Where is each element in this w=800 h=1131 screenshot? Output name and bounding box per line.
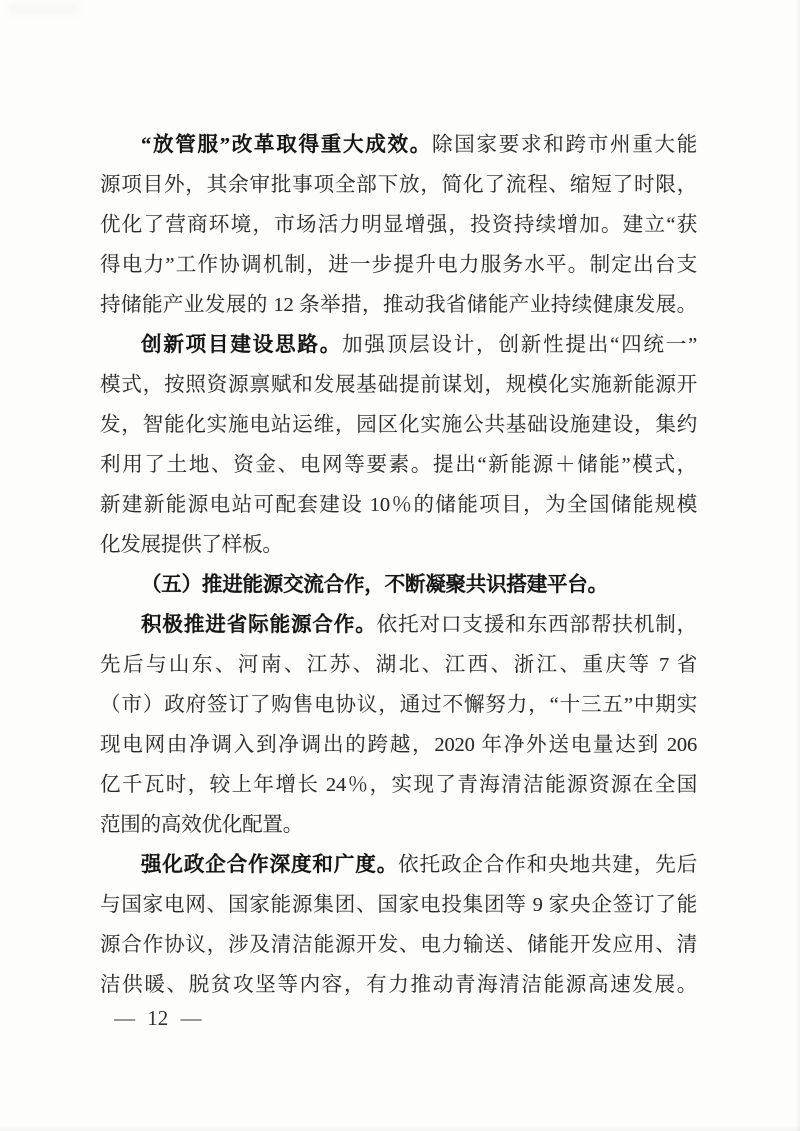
- line-text: （市）政府签订了购售电协议，通过不懈努力，“十三五”中期实: [100, 694, 697, 716]
- line-text: 除国家要求和跨市州重大能: [431, 134, 697, 156]
- paragraph: [100, 125, 697, 325]
- line-text: 化发展提供了样板。: [100, 534, 283, 556]
- line-text: 先后与山东、河南、江苏、湖北、江西、浙江、重庆等 7 省: [100, 654, 697, 676]
- bold-lead-text: 创新项目建设思路。: [141, 334, 343, 356]
- text-line: [100, 325, 697, 365]
- scan-artifact-top-left: [8, 2, 78, 16]
- bold-lead-text: “放管服”改革取得重大成效。: [141, 134, 432, 156]
- text-line: [100, 765, 697, 805]
- paragraph: [100, 325, 697, 565]
- document-body: [100, 125, 697, 1005]
- line-text: 优化了营商环境，市场活力明显增强，投资持续增加。建立“获: [100, 214, 697, 236]
- line-text: 利用了土地、资金、电网等要素。提出“新能源＋储能”模式，: [100, 454, 697, 476]
- text-line: [100, 485, 697, 525]
- text-line: [100, 285, 697, 325]
- text-line: [100, 805, 697, 845]
- bold-lead-text: 强化政企合作深度和广度。: [141, 854, 399, 876]
- text-line: [100, 525, 697, 565]
- line-text: 依托政企合作和央地共建，先后: [398, 854, 697, 876]
- text-line: [100, 445, 697, 485]
- line-text: 依托对口支援和东西部帮扶机制，: [376, 614, 697, 636]
- text-line: [100, 965, 697, 1005]
- text-line: [100, 605, 697, 645]
- paragraph: [100, 605, 697, 845]
- line-text: 新建新能源电站可配套建设 10％的储能项目，为全国储能规模: [100, 494, 697, 516]
- line-text: 洁供暖、脱贫攻坚等内容，有力推动青海清洁能源高速发展。: [100, 974, 697, 996]
- text-line: [100, 365, 697, 405]
- line-text: 模式，按照资源禀赋和发展基础提前谋划，规模化实施新能源开: [100, 374, 697, 396]
- text-line: [100, 885, 697, 925]
- scan-artifact-right-edge: [795, 0, 800, 1131]
- text-line: [100, 245, 697, 285]
- text-line: [100, 645, 697, 685]
- section-heading: [100, 565, 697, 605]
- line-text: 源项目外，其余审批事项全部下放，简化了流程、缩短了时限，: [100, 174, 697, 196]
- line-text: 现电网由净调入到净调出的跨越，2020 年净外送电量达到 206: [100, 734, 697, 756]
- text-line: [100, 925, 697, 965]
- bold-lead-text: （五）推进能源交流合作，不断凝聚共识搭建平台。: [141, 574, 608, 596]
- line-text: 得电力”工作协调机制，进一步提升电力服务水平。制定出台支: [100, 254, 697, 276]
- text-line: [100, 405, 697, 445]
- line-text: 发，智能化实施电站运维，园区化实施公共基础设施建设，集约: [100, 414, 697, 436]
- text-line: [100, 165, 697, 205]
- text-line: [100, 725, 697, 765]
- text-line: [100, 565, 697, 605]
- line-text: 持储能产业发展的 12 条举措，推动我省储能产业持续健康发展。: [100, 294, 697, 316]
- line-text: 源合作协议，涉及清洁能源开发、电力输送、储能开发应用、清: [100, 934, 697, 956]
- bold-lead-text: 积极推进省际能源合作。: [141, 614, 377, 636]
- line-text: 与国家电网、国家能源集团、国家电投集团等 9 家央企签订了能: [100, 894, 697, 916]
- line-text: 加强顶层设计，创新性提出“四统一”: [342, 334, 697, 356]
- line-text: 亿千瓦时，较上年增长 24％，实现了青海清洁能源资源在全国: [100, 774, 697, 796]
- text-line: [100, 685, 697, 725]
- page-number: — 12 —: [114, 1006, 202, 1030]
- text-line: [100, 205, 697, 245]
- text-line: [100, 125, 697, 165]
- text-line: [100, 845, 697, 885]
- scan-artifact-bottom-edge: [0, 1126, 800, 1131]
- line-text: 范围的高效优化配置。: [100, 814, 303, 836]
- paragraph: [100, 845, 697, 1005]
